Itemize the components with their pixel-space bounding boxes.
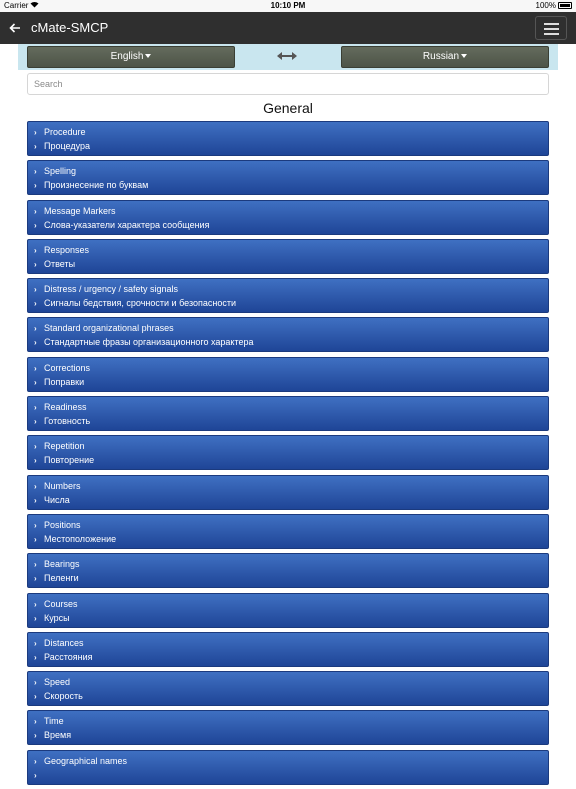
item-label-russian: › Слова-указатели характера сообщения [34, 219, 210, 230]
list-item[interactable] [27, 239, 549, 274]
list-item[interactable] [27, 278, 549, 313]
back-button[interactable] [6, 17, 24, 39]
list-item[interactable] [27, 475, 549, 510]
item-label-english: › Time [34, 716, 64, 727]
chevron-right-icon: › [34, 299, 37, 309]
chevron-right-icon: › [34, 652, 37, 662]
list-item[interactable] [27, 396, 549, 431]
chevron-right-icon: › [34, 731, 37, 741]
list-item[interactable] [27, 514, 549, 549]
chevron-right-icon: › [34, 756, 37, 766]
target-language-label: Russian [422, 51, 460, 62]
item-label-russian: › Поправки [34, 376, 85, 387]
chevron-right-icon: › [34, 495, 37, 505]
carrier-label: Carrier [4, 1, 29, 10]
nav-bar [0, 12, 576, 44]
chevron-right-icon: › [34, 638, 37, 648]
item-label-russian: › Время [34, 730, 72, 741]
item-label-english: › Readiness [34, 402, 87, 413]
chevron-right-icon: › [34, 678, 37, 688]
chevron-right-icon: › [34, 324, 37, 334]
item-label-russian: › Курсы [34, 612, 70, 623]
section-title: General [263, 100, 313, 116]
chevron-right-icon: › [34, 534, 37, 544]
list-item[interactable] [27, 593, 549, 628]
source-language-dropdown[interactable] [27, 46, 235, 68]
item-label-russian: › Расстояния [34, 651, 93, 662]
source-language-label: English [110, 51, 144, 62]
list-item[interactable] [27, 200, 549, 235]
chevron-right-icon: › [34, 417, 37, 427]
list-item[interactable] [27, 357, 549, 392]
list-item[interactable] [27, 160, 549, 195]
chevron-right-icon: › [34, 259, 37, 269]
list-item[interactable] [27, 750, 549, 785]
item-label-english: › Message Markers [34, 205, 116, 216]
item-label-english: › Positions [34, 519, 81, 530]
caret-down-icon [145, 54, 151, 58]
chevron-right-icon: › [34, 770, 37, 780]
list-item[interactable] [27, 710, 549, 745]
arrow-left-icon [9, 23, 21, 33]
search-input[interactable] [27, 73, 549, 95]
item-label-english: › Numbers [34, 480, 81, 491]
item-label-russian: › Стандартные фразы организационного характера [34, 337, 254, 348]
hamburger-icon [544, 23, 559, 25]
chevron-right-icon: › [34, 285, 37, 295]
item-label-russian: › Сигналы бедствия, срочности и безопасности [34, 298, 236, 309]
status-time: 10:10 PM [270, 1, 306, 10]
chevron-right-icon: › [34, 442, 37, 452]
chevron-right-icon: › [34, 692, 37, 702]
target-language-dropdown[interactable] [341, 46, 549, 68]
swap-arrows-icon [276, 48, 298, 64]
chevron-right-icon: › [34, 456, 37, 466]
chevron-right-icon: › [34, 560, 37, 570]
chevron-right-icon: › [34, 206, 37, 216]
item-label-english: › Bearings [34, 559, 80, 570]
item-label-english: › Repetition [34, 441, 85, 452]
list-item[interactable] [27, 553, 549, 588]
item-label-russian: › Готовность [34, 416, 91, 427]
item-label-english: › Geographical names [34, 755, 128, 766]
app-title: cMate-SMCP [31, 20, 109, 35]
list-item[interactable] [27, 435, 549, 470]
item-label-russian: › Числа [34, 494, 70, 505]
chevron-right-icon: › [34, 220, 37, 230]
chevron-right-icon: › [34, 128, 37, 137]
item-label-russian: › Местоположение [34, 533, 117, 544]
chevron-right-icon: › [34, 377, 37, 387]
item-label-english: › Responses [34, 244, 90, 255]
item-label-english: › Distances [34, 637, 84, 648]
chevron-right-icon: › [34, 481, 37, 491]
caret-down-icon [461, 54, 467, 58]
chevron-right-icon: › [34, 717, 37, 727]
battery-icon [558, 2, 572, 9]
item-label-russian: › Процедура [34, 141, 91, 151]
item-label-russian [34, 769, 44, 781]
item-label-english: › Corrections [34, 362, 91, 373]
item-label-russian: › Повторение [34, 455, 95, 466]
swap-languages-button[interactable] [276, 48, 298, 64]
item-label-russian: › Пеленги [34, 573, 79, 584]
list-item[interactable] [27, 317, 549, 352]
item-label-english: › Procedure [34, 127, 86, 137]
chevron-right-icon: › [34, 167, 37, 177]
item-label-russian: › Ответы [34, 258, 76, 269]
list-item[interactable] [27, 121, 549, 156]
chevron-right-icon: › [34, 520, 37, 530]
language-bar [18, 44, 558, 70]
menu-button[interactable] [535, 16, 567, 40]
chevron-right-icon: › [34, 403, 37, 413]
item-label-russian: › Произнесение по буквам [34, 180, 149, 191]
list-item[interactable] [27, 632, 549, 667]
chevron-right-icon: › [34, 142, 37, 151]
item-label-english: › Courses [34, 598, 78, 609]
chevron-right-icon: › [34, 613, 37, 623]
status-bar [0, 0, 576, 12]
list-item[interactable] [27, 671, 549, 706]
battery-percent: 100% [535, 1, 556, 10]
chevron-right-icon: › [34, 574, 37, 584]
item-label-english: › Speed [34, 677, 71, 688]
chevron-right-icon: › [34, 181, 37, 191]
chevron-right-icon: › [34, 599, 37, 609]
chevron-right-icon: › [34, 363, 37, 373]
item-label-english: › Standard organizational phrases [34, 323, 174, 334]
item-label-english: › Distress / urgency / safety signals [34, 284, 179, 295]
item-label-english: › Spelling [34, 166, 77, 177]
chevron-right-icon: › [34, 338, 37, 348]
chevron-right-icon: › [34, 245, 37, 255]
item-label-russian: › Скорость [34, 691, 83, 702]
category-list [27, 121, 549, 789]
